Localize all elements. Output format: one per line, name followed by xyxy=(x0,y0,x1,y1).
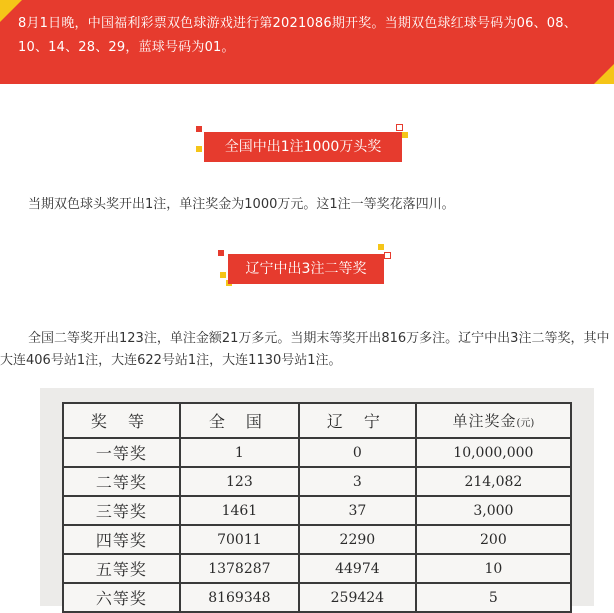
table-row xyxy=(63,496,571,525)
table-row xyxy=(63,467,571,496)
decor-square xyxy=(384,252,391,259)
prize-level-cell: 五等奖 xyxy=(63,554,180,583)
prize-results-table xyxy=(62,402,572,613)
results-table-photo xyxy=(40,388,594,606)
prize-level-cell: 四等奖 xyxy=(63,525,180,554)
prize-amount-cell: 5 xyxy=(416,583,571,612)
table-row xyxy=(63,438,571,467)
national-count-cell: 1 xyxy=(180,438,299,467)
decor-square xyxy=(396,124,403,131)
header-level: 奖 等 xyxy=(63,403,180,438)
liaoning-count-cell: 259424 xyxy=(299,583,416,612)
section1-badge: 全国中出1注1000万头奖 xyxy=(204,132,402,162)
prize-level-cell: 三等奖 xyxy=(63,496,180,525)
table-row xyxy=(63,554,571,583)
national-count-cell: 1378287 xyxy=(180,554,299,583)
prize-level-cell: 六等奖 xyxy=(63,583,180,612)
decor-square xyxy=(196,146,202,152)
liaoning-count-cell: 44974 xyxy=(299,554,416,583)
section2-badge-wrap xyxy=(218,244,394,290)
header-national: 全 国 xyxy=(180,403,299,438)
header-prize-label: 单注奖金 xyxy=(452,412,517,430)
national-count-cell: 123 xyxy=(180,467,299,496)
section1-badge-wrap xyxy=(196,124,416,168)
header-liaoning: 辽 宁 xyxy=(299,403,416,438)
header-prize-unit: (元) xyxy=(516,418,535,429)
decor-square xyxy=(378,244,384,250)
intro-text: 8月1日晚，中国福利彩票双色球游戏进行第2021086期开奖。当期双色球红球号码为06、08、10、14、28、29，蓝球号码为01。 xyxy=(18,16,577,55)
liaoning-count-cell: 2290 xyxy=(299,525,416,554)
prize-amount-cell: 10 xyxy=(416,554,571,583)
section2-paragraph: 全国二等奖开出123注，单注金额21万多元。当期末等奖开出816万多注。辽宁中出3注二等奖，其中大连406号站1注，大连622号站1注，大连1130号站1注。 xyxy=(0,331,610,368)
liaoning-count-cell: 3 xyxy=(299,467,416,496)
table-header-row xyxy=(63,403,571,438)
prize-level-cell: 一等奖 xyxy=(63,438,180,467)
section1-paragraph: 当期双色球头奖开出1注，单注奖金为1000万元。这1注一等奖花落四川。 xyxy=(28,197,455,212)
header-prize xyxy=(416,403,571,438)
decor-square xyxy=(220,272,226,278)
prize-amount-cell: 214,082 xyxy=(416,467,571,496)
prize-amount-cell: 200 xyxy=(416,525,571,554)
national-count-cell: 1461 xyxy=(180,496,299,525)
header-banner xyxy=(0,0,614,84)
national-count-cell: 8169348 xyxy=(180,583,299,612)
liaoning-count-cell: 0 xyxy=(299,438,416,467)
prize-level-cell: 二等奖 xyxy=(63,467,180,496)
decor-square xyxy=(402,132,408,138)
table-row xyxy=(63,525,571,554)
banner-corner-decoration xyxy=(594,64,614,84)
decor-square xyxy=(196,126,202,132)
national-count-cell: 70011 xyxy=(180,525,299,554)
decor-square xyxy=(218,250,224,256)
section2-badge: 辽宁中出3注二等奖 xyxy=(228,254,384,284)
prize-amount-cell: 10,000,000 xyxy=(416,438,571,467)
prize-amount-cell: 3,000 xyxy=(416,496,571,525)
liaoning-count-cell: 37 xyxy=(299,496,416,525)
table-row xyxy=(63,583,571,612)
